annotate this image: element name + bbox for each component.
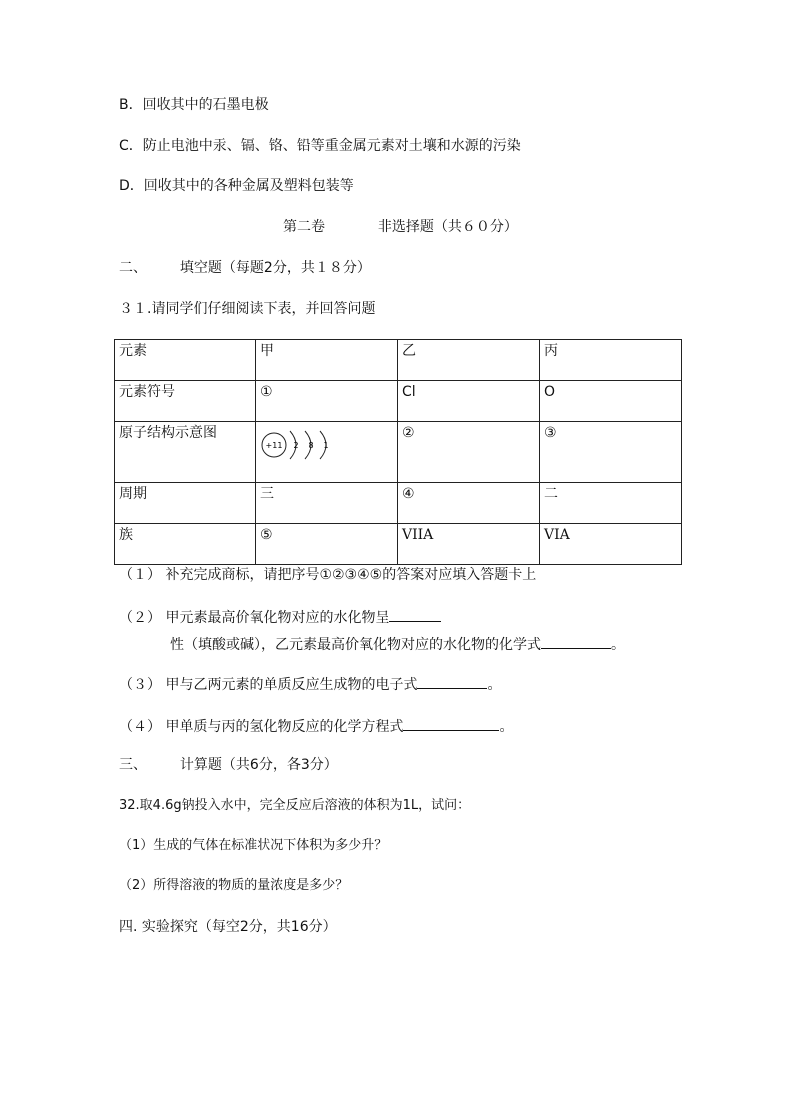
table-row [115,524,682,565]
section-3-heading [119,756,338,774]
table-cell: 三 [256,483,398,524]
q32-sub2: （2）所得溶液的物质的量浓度是多少？ [119,878,349,893]
table-cell: 族 [115,524,256,565]
table-cell: 元素 [115,340,256,381]
table-cell: Cl [398,381,540,422]
atom-structure-cell [256,422,398,483]
q31-sub2-text-b: 性（填酸或碱），乙元素最高价氧化物对应的水化物的化学式 [170,637,541,653]
section-2-heading [119,259,371,277]
table-cell: 周期 [115,483,256,524]
volume-title [283,218,518,236]
table-cell: 乙 [398,340,540,381]
section-2-number: 二、 [119,260,147,276]
atom-shell-2-label: 8 [308,441,314,450]
table-cell: 元素符号 [115,381,256,422]
option-d: D．回收其中的各种金属及塑料包装等 [119,178,354,194]
section-3-title: 计算题（共6分，各3分） [179,757,338,773]
q31-sub3-text: （３） 甲与乙两元素的单质反应生成物的电子式 [119,677,418,693]
table-cell: ④ [398,483,540,524]
table-cell: ① [256,381,398,422]
period-mark: 。 [611,637,625,653]
q31-sub2-line1 [119,607,441,627]
q31-sub4 [119,716,513,736]
q32-stem: 32.取4.6g钠投入水中，完全反应后溶液的体积为1L，试问： [119,798,471,813]
period-mark: 。 [487,677,502,693]
table-cell: VIA [540,524,682,565]
answer-blank [541,634,611,649]
table-cell: ② [398,422,540,483]
table-cell: VIIA [398,524,540,565]
answer-blank [389,607,441,622]
q31-sub3 [119,674,501,694]
answer-blank [403,716,499,731]
answer-blank [417,674,487,689]
table-row [115,340,682,381]
atom-shell-3-label: 1 [323,441,329,450]
volume-part: 第二卷 [283,219,325,235]
table-row [115,483,682,524]
sodium-atom-diagram-icon [260,428,340,462]
table-cell: 二 [540,483,682,524]
table-cell: O [540,381,682,422]
period-mark: 。 [499,719,514,735]
table-row [115,422,682,483]
table-cell: 丙 [540,340,682,381]
element-table [114,339,682,565]
table-row [115,381,682,422]
q31-sub2-line2 [170,634,625,654]
option-b: B．回收其中的石墨电极 [119,97,269,113]
table-cell: 原子结构示意图 [115,422,256,483]
q31-stem: ３１.请同学们仔细阅读下表，并回答问题 [119,301,376,317]
atom-nucleus-label: +11 [265,441,283,450]
table-cell: ③ [540,422,682,483]
q32-sub1: （1）生成的气体在标准状况下体积为多少升？ [119,838,388,853]
section-2-title: 填空题（每题2分，共１８分） [179,260,371,276]
table-cell: ⑤ [256,524,398,565]
q31-sub1: （１） 补充完成商标，请把序号①②③④⑤的答案对应填入答题卡上 [119,567,537,583]
table-cell: 甲 [256,340,398,381]
volume-name: 非选择题（共６０分） [377,219,518,235]
section-4-heading: 四. 实验探究（每空2分，共16分） [119,919,337,935]
q31-sub2-text-a: （２） 甲元素最高价氧化物对应的水化物呈 [119,610,390,626]
option-c: C．防止电池中汞、镉、铬、铅等重金属元素对土壤和水源的污染 [119,138,521,154]
atom-shell-1-label: 2 [293,441,299,450]
q31-sub4-text: （４） 甲单质与丙的氢化物反应的化学方程式 [119,719,404,735]
section-3-number: 三、 [119,757,147,773]
